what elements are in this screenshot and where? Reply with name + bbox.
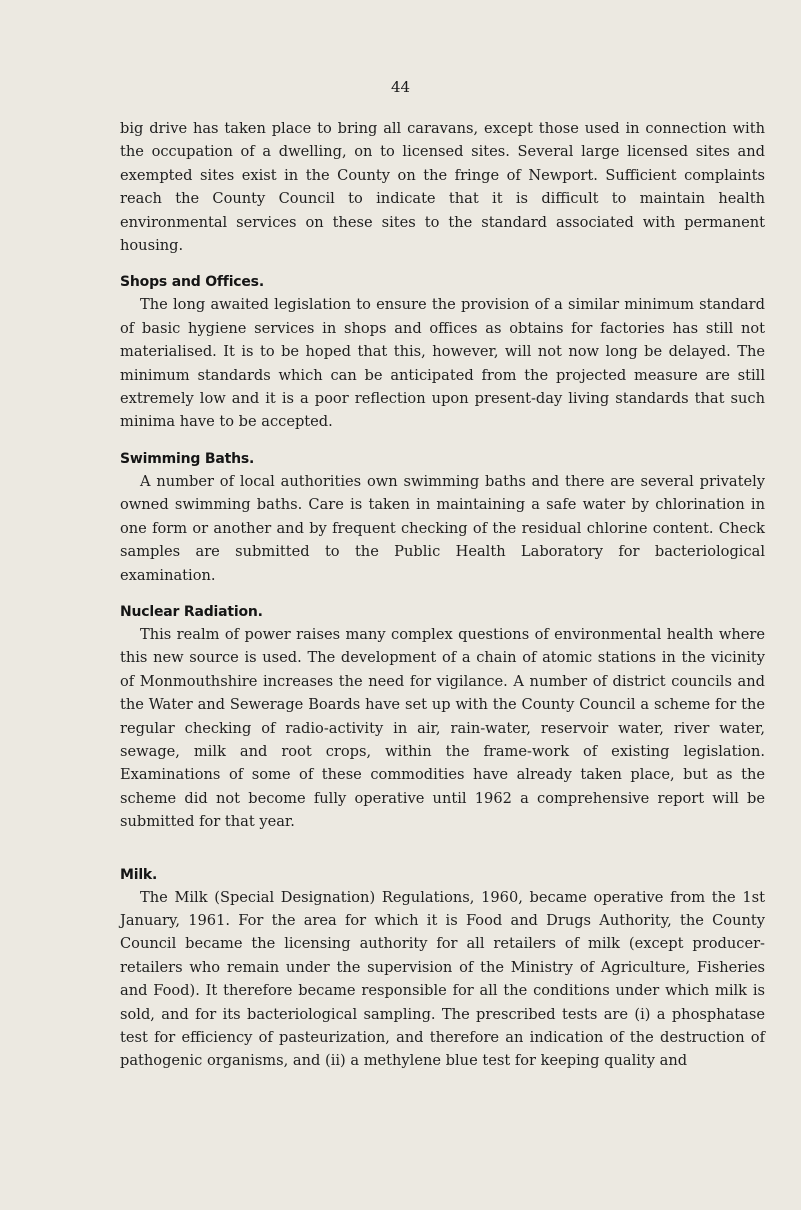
section-swimming-baths xyxy=(120,448,765,587)
section-heading: Milk. xyxy=(120,866,158,883)
section-nuclear-radiation xyxy=(120,601,765,834)
section-paragraph: The long awaited legislation to ensure the provision of a similar minimum standard of basic hygiene services in shops and offices as obtains for factories has still not materialised. It is to be hoped that this, however, will not now long be delayed. The minimum standards which can be anticipated from the projected measure are still extremely low and it is a poor reflection upon present-day living standards that such minima have to be accepted. xyxy=(120,296,765,431)
section-milk xyxy=(120,864,765,1073)
section-heading: Swimming Baths. xyxy=(120,450,255,467)
section-paragraph: This realm of power raises many complex questions of environmental health where this new source is used. The development of a chain of atomic stations in the vicinity of Monmouthshire increases the need for vigilance. A number of district councils and the Water and Sewerage Boards have set up with the County Council a scheme for the regular checking of radio-activity in air, rain-water, reservoir water, river water, sewage, milk and root crops, within the frame-work of existing legislation. Examinations of some of these commodities have already taken place, but as the scheme did not become fully operative until 1962 a comprehensive report will be submitted for that year. xyxy=(120,625,765,831)
section-heading: Shops and Offices. xyxy=(120,274,264,291)
opening-paragraph: big drive has taken place to bring all caravans, except those used in connection with the occupation of a dwelling, on to licensed sites. Several large licensed sites and exempted sites exist in the County on the fringe of Newport. Sufficient complaints reach the County Council to indicate that it is difficult to maintain health environmental services on these sites to the standard associated with permanent housing. xyxy=(120,120,765,255)
page-body xyxy=(120,117,765,1073)
section-shops-and-offices xyxy=(120,271,765,433)
section-paragraph: A number of local authorities own swimming baths and there are several privately owned swimming baths. Care is taken in maintaining a safe water by chlorination in one form or another and by frequent checking of the residual chlorine content. Check samples are submitted to the Public Health Laboratory for bacteriological examination. xyxy=(120,472,765,584)
section-paragraph: The Milk (Special Designation) Regulations, 1960, became operative from the 1st January, 1961. For the area for which it is Food and Drugs Authority, the County Council became the licensing authority for all retailers of milk (except producer-retailers who remain under the supervision of the Ministry of Agriculture, Fisheries and Food). It therefore became responsible for all the conditions under which milk is sold, and for its bacteriological sampling. The prescribed tests are (i) a phosphatase test for efficiency of pasteurization, and therefore an indication of the destruction of pathogenic organisms, and (ii) a methylene blue test for keeping quality and xyxy=(120,888,765,1070)
section-heading: Nuclear Radiation. xyxy=(120,603,263,620)
page-number: 44 xyxy=(390,78,411,96)
